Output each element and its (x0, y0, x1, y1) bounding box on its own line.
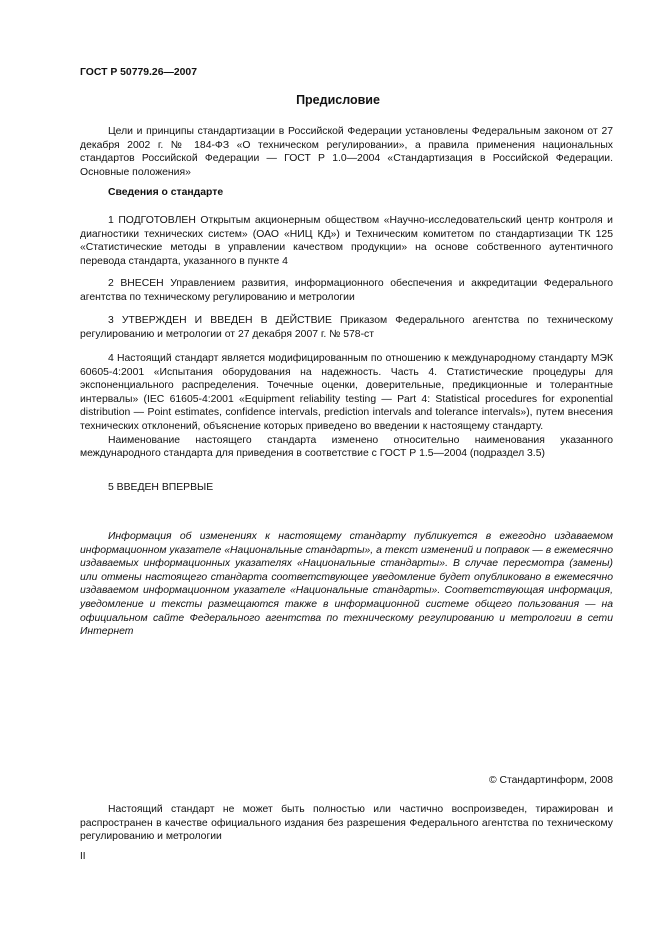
intro-text: Цели и принципы стандартизации в Российской Федерации установлены Федеральным законом от 27 декабря 2002 г. № 184-ФЗ «О техническом регулировании», а правила применения национальных стандартов Российской Федерации — ГОСТ Р 1.0—2004 «Стандартизация в Российской Федерации. Основные положения» (80, 126, 613, 178)
item-3-text: 3 УТВЕРЖДЕН И ВВЕДЕН В ДЕЙСТВИЕ Приказом Федерального агентства по техническому регулированию и метрологии от 27 декабря 2007 г. № 578-ст (80, 315, 613, 340)
restriction-paragraph (80, 803, 613, 844)
change-notice (80, 530, 613, 639)
item-1-text: 1 ПОДГОТОВЛЕН Открытым акционерным обществом «Научно-исследовательский центр контроля и диагностики технических систем» (ОАО «НИЦ КД») и Техническим комитетом по стандартизации ТК 125 «Статистические методы в управлении качеством продукции» на основе собственного аутентичного перевода стандарта, указанного в пункте 4 (80, 215, 613, 267)
section-subheading: Сведения о стандарте (108, 187, 224, 198)
item-2-text: 2 ВНЕСЕН Управлением развития, информационного обеспечения и аккредитации Федерального агентства по техническому регулированию и метрологии (80, 278, 613, 303)
change-notice-text: Информация об изменениях к настоящему стандарту публикуется в ежегодно издаваемом информационном указателе «Национальные стандарты», а текст изменений и поправок — в ежемесячно издаваемых информационных указателях «Национальные стандарты». В случае пересмотра (замены) или отмены настоящего стандарта соответствующее уведомление будет опубликовано в ежемесячно издаваемом информационном указателе «Национальные стандарты». Соответствующая информация, уведомление и тексты размещаются также в информационной системе общего пользования — на официальном сайте Федерального агентства по техническому регулированию и метрологии в сети Интернет (80, 531, 613, 638)
item-4 (80, 352, 613, 461)
item-1 (80, 214, 613, 268)
document-code: ГОСТ Р 50779.26—2007 (80, 67, 197, 78)
item-5-text: 5 ВВЕДЕН ВПЕРВЫЕ (108, 482, 214, 493)
page-number: II (80, 851, 86, 862)
item-2 (80, 277, 613, 304)
intro-paragraph (80, 125, 613, 179)
copyright-line: © Стандартинформ, 2008 (488, 775, 613, 786)
item-3 (80, 314, 613, 341)
item-5 (80, 481, 613, 495)
item-4-text: 4 Настоящий стандарт является модифицированным по отношению к международному стандарту МЭК 60605-4:2001 «Испытания оборудования на надежность. Часть 4. Статистические процедуры для экспоненциального распределения. Точечные оценки, доверительные, предикционные и толерантные интервалы» (IEC 61605-4:2001 «Equipment reliability testing — Part 4: Statistical procedures for exponential distribution — Point estimates, confidence intervals, prediction intervals and tolerance intervals»), путем внесения технических отклонений, объяснение которых приведено во введении к настоящему стандарту. (80, 353, 613, 432)
item-4-note: Наименование настоящего стандарта изменено относительно наименования указанного международного стандарта для приведения в соответствие с ГОСТ Р 1.5—2004 (подраздел 3.5) (80, 434, 613, 460)
page-title: Предисловие (296, 93, 380, 107)
restriction-text: Настоящий стандарт не может быть полностью или частично воспроизведен, тиражирован и распространен в качестве официального издания без разрешения Федерального агентства по техническому регулированию и метрологии (80, 804, 613, 843)
